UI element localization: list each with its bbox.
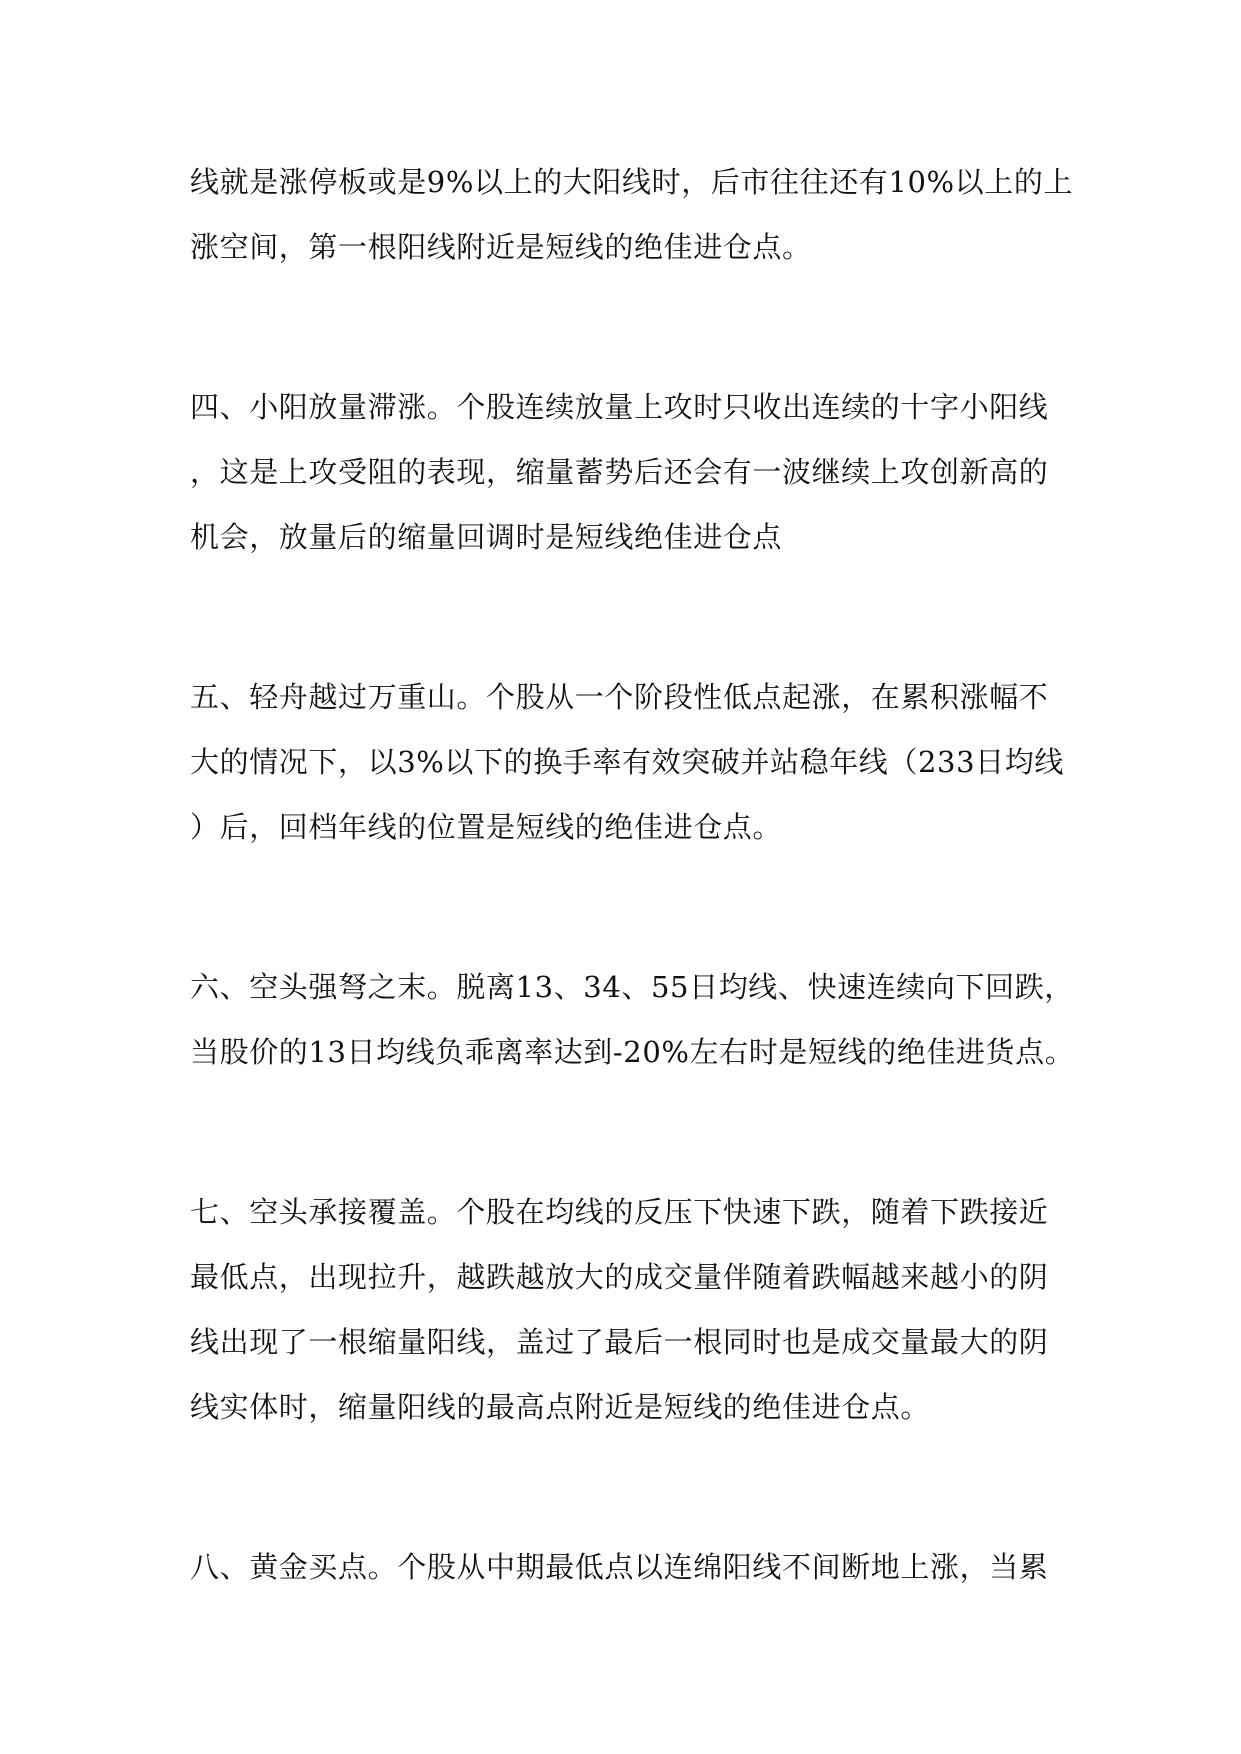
paragraph-line: 线就是涨停板或是9%以上的大阳线时，后市往往还有10%以上的上: [190, 165, 1074, 199]
paragraph-line: ，这是上攻受阻的表现，缩量蓄势后还会有一波继续上攻创新高的: [190, 455, 1049, 489]
paragraph-line: 七、空头承接覆盖。个股在均线的反压下快速下跌，随着下跌接近: [190, 1195, 1049, 1229]
paragraph-line: 最低点，出现拉升，越跌越放大的成交量伴随着跌幅越来越小的阴: [190, 1260, 1049, 1294]
paragraph-line: 线出现了一根缩量阳线，盖过了最后一根同时也是成交量最大的阴: [190, 1325, 1049, 1359]
paragraph-line: 线实体时，缩量阳线的最高点附近是短线的绝佳进仓点。: [190, 1390, 931, 1424]
paragraph-line: 当股价的13日均线负乖离率达到-20%左右时是短线的绝佳进货点。: [190, 1035, 1075, 1069]
paragraph-line: 五、轻舟越过万重山。个股从一个阶段性低点起涨，在累积涨幅不: [190, 680, 1049, 714]
paragraph-line: 八、黄金买点。个股从中期最低点以连绵阳线不间断地上涨，当累: [190, 1550, 1049, 1584]
paragraph-line: 大的情况下，以3%以下的换手率有效突破并站稳年线（233日均线: [190, 745, 1064, 779]
paragraph-line: ）后，回档年线的位置是短线的绝佳进仓点。: [190, 810, 783, 844]
paragraph-line: 涨空间，第一根阳线附近是短线的绝佳进仓点。: [190, 230, 812, 264]
paragraph-line: 四、小阳放量滞涨。个股连续放量上攻时只收出连续的十字小阳线: [190, 390, 1049, 424]
paragraph-line: 机会，放量后的缩量回调时是短线绝佳进仓点: [190, 520, 783, 554]
paragraph-line: 六、空头强弩之末。脱离13、34、55日均线、快速连续向下回跌，: [190, 970, 1074, 1004]
